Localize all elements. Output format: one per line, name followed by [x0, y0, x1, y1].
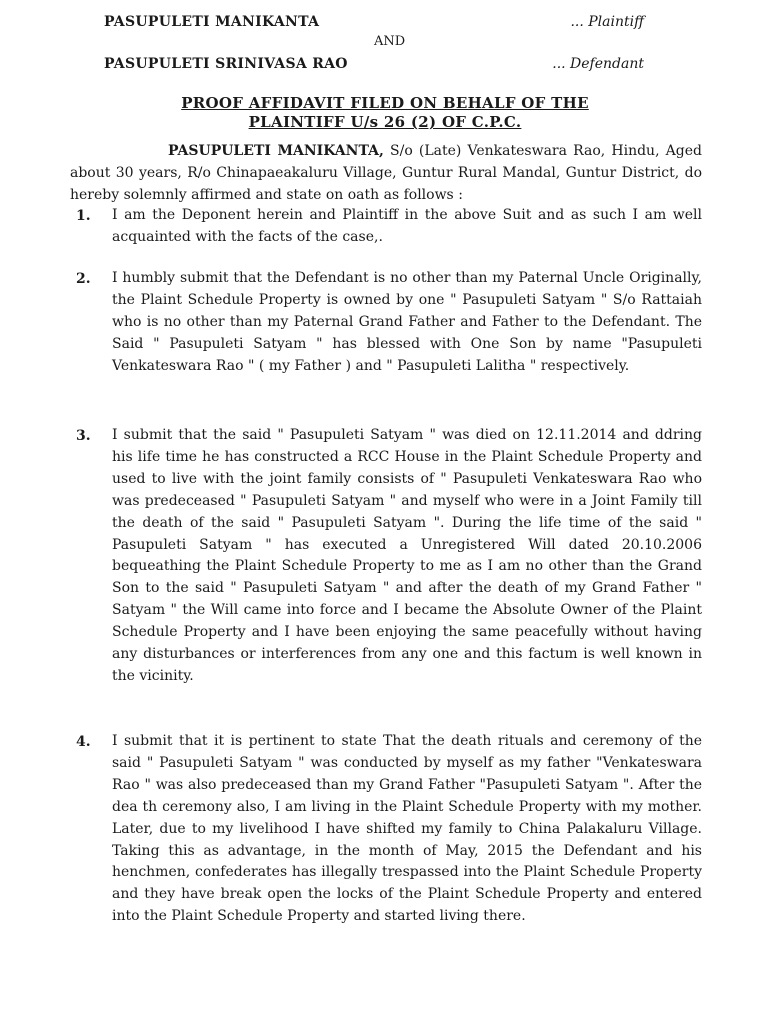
defendant-role: ... Defendant: [552, 56, 644, 72]
deponent-intro: [70, 140, 702, 206]
paragraph-2: [70, 268, 702, 378]
paragraph-text: I humbly submit that the Defendant is no other than my Paternal Uncle Originally, the Plaint Schedule Property is owned by one " Pasupuleti Satyam " S/o Rattaiah who is no other than my Paternal Grand Father and Father to the Defendant. The Said " Pasupuleti Satyam " has blessed with One Son by name "Pasupuleti Venkateswara Rao " ( my Father ) and " Pasupuleti Lalitha " respectively.: [112, 270, 702, 374]
paragraph-number: 3.: [76, 428, 91, 444]
paragraph-text: I am the Deponent herein and Plaintiff in the above Suit and as such I am well acquainted with the facts of the case,.: [112, 207, 702, 245]
paragraph-number: 4.: [76, 734, 91, 750]
paragraph-1: [70, 205, 702, 249]
deponent-details: S/o (Late) Venkateswara Rao, Hindu, Aged about 30 years, R/o Chinapaeakaluru Village, Guntur Rural Mandal, Guntur District, do hereby solemnly affirmed and state on oath as follows :: [70, 143, 702, 203]
plaintiff-role: ... Plaintiff: [570, 14, 644, 30]
title-line-1: PROOF AFFIDAVIT FILED ON BEHALF OF THE: [181, 94, 589, 112]
paragraph-4: [70, 731, 702, 928]
defendant-row: [104, 53, 664, 75]
title-line-2: PLAINTIFF U/s 26 (2) OF C.P.C.: [248, 113, 522, 131]
plaintiff-row: [104, 11, 664, 33]
paragraph-text: I submit that the said " Pasupuleti Satyam " was died on 12.11.2014 and ddring his life time he has constructed a RCC House in the Plaint Schedule Property and used to live with the joint family consists of " Pasupuleti Venkateswara Rao who was predeceased " Pasupuleti Satyam " and myself who were in a Joint Family till the death of the said " Pasupuleti Satyam ". During the life time of the said " Pasupuleti Satyam " has executed a Unregistered Will dated 20.10.2006 bequeathing the Plaint Schedule Property to me as I am no other than the Grand Son to the said " Pasupuleti Satyam " and after the death of my Grand Father " Satyam " the Will came into force and I became the Absolute Owner of the Plaint Schedule Property and I have been enjoying the same peacefully without having any disturbances or interferences from any one and this factum is well known in the vicinity.: [112, 427, 702, 684]
defendant-name: PASUPULETI SRINIVASA RAO: [104, 56, 348, 72]
paragraph-number: 2.: [76, 271, 91, 287]
plaintiff-name: PASUPULETI MANIKANTA: [104, 14, 320, 30]
deponent-name: PASUPULETI MANIKANTA,: [168, 143, 384, 159]
affidavit-title: [100, 94, 670, 132]
paragraph-number: 1.: [76, 208, 91, 224]
paragraph-3: [70, 425, 702, 688]
paragraph-text: I submit that it is pertinent to state That the death rituals and ceremony of the said " Pasupuleti Satyam " was conducted by myself as my father "Venkateswara Rao " was also predeceased than my Grand Father "Pasupuleti Satyam ". After the dea th ceremony also, I am living in the Plaint Schedule Property with my mother. Later, due to my livelihood I have shifted my family to China Palakaluru Village. Taking this as advantage, in the month of May, 2015 the Defendant and his henchmen, confederates has illegally trespassed into the Plaint Schedule Property and they have break open the locks of the Plaint Schedule Property and entered into the Plaint Schedule Property and started living there.: [112, 733, 702, 925]
and-separator: AND: [374, 34, 406, 49]
